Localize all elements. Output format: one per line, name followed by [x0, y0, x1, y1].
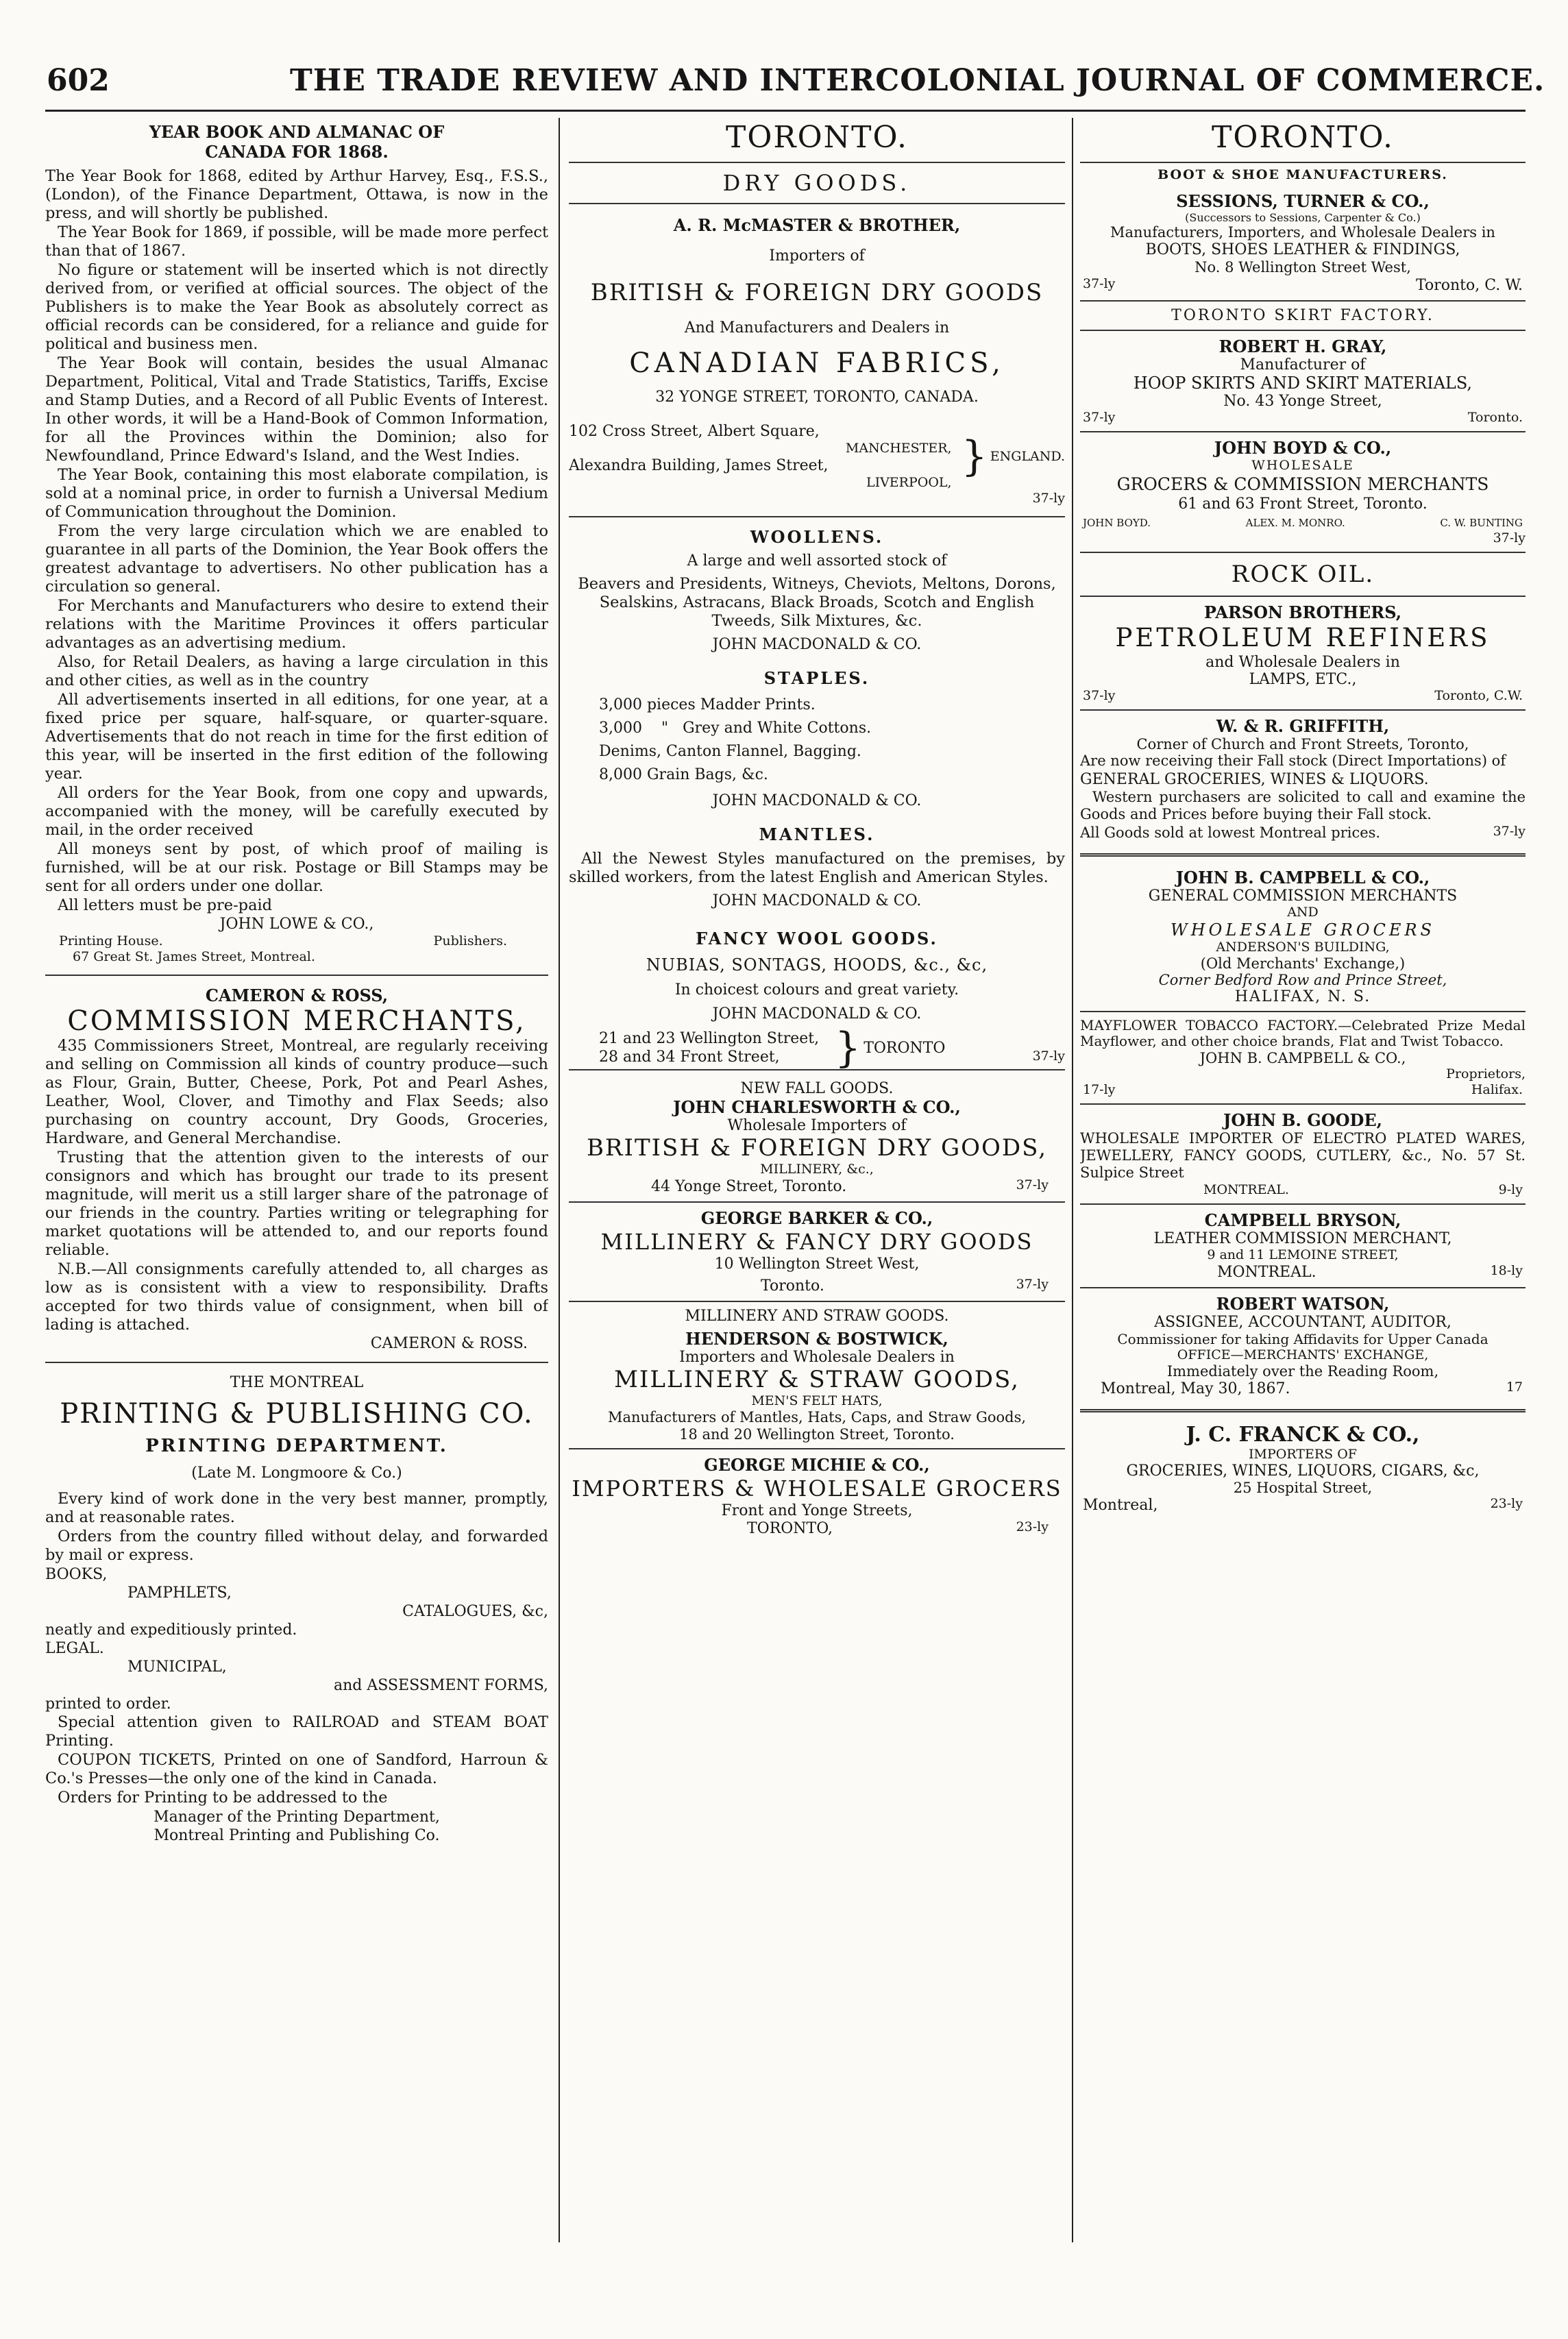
paragraph: 435 Commissioners Street, Montreal, are regularly receiving and selling on Commission all kinds of country produce—such as Flour, Grain, Butter, Cheese, Pork, Pot and Pearl Ashes, Leather, Wool, Clover, and Timothy and Flax Seeds; also purchasing on country account, Dry Goods, Groceries, Hardware, and General Merchandise.: [45, 1037, 548, 1147]
signature-line: [45, 933, 548, 949]
subsection-heading: STAPLES.: [763, 668, 870, 688]
divider: [1080, 1103, 1526, 1105]
firm-name: A. R. McMASTER & BROTHER,: [673, 215, 961, 235]
city: Montreal,: [1083, 1497, 1158, 1514]
ad-number: 17: [1506, 1380, 1523, 1395]
text-line: ASSIGNEE, ACCOUNTANT, AUDITOR,: [1154, 1314, 1451, 1331]
journal-title: THE TRADE REVIEW AND INTERCOLONIAL JOURNAL OF COMMERCE.: [290, 63, 1545, 98]
ad-headline: COMMISSION MERCHANTS,: [67, 1005, 526, 1037]
address: Front and Yonge Streets,: [721, 1502, 913, 1519]
paragraph: Are now receiving their Fall stock (Direct Importations) of: [1080, 752, 1506, 769]
firm-name: PARSON BROTHERS,: [1203, 602, 1402, 622]
text-line: ANDERSON'S BUILDING,: [1216, 940, 1390, 955]
text-line: HOOP SKIRTS AND SKIRT MATERIALS,: [1133, 373, 1473, 393]
address-row: [1080, 1263, 1526, 1282]
firm-name: JOHN B. CAMPBELL & CO.,: [1175, 868, 1430, 887]
signature: CAMERON & ROSS.: [370, 1335, 528, 1352]
list-item: MUNICIPAL,: [127, 1658, 227, 1676]
date-line: Montreal, May 30, 1867.: [1101, 1380, 1290, 1397]
ad-headline: IMPORTERS & WHOLESALE GROCERS: [572, 1475, 1062, 1502]
text-line: And Manufacturers and Dealers in: [684, 319, 950, 336]
firm-name: ROBERT H. GRAY,: [1218, 336, 1387, 356]
address-row: [1080, 1496, 1526, 1515]
subsection-heading: ROCK OIL.: [1231, 561, 1375, 588]
address: Corner of Church and Front Streets, Toronto,: [1136, 736, 1469, 752]
signature: JOHN MACDONALD & CO.: [712, 792, 922, 809]
signature: JOHN MACDONALD & CO.: [712, 1005, 922, 1022]
montreal-printing-ad: [45, 1374, 548, 1845]
subsection-heading: NEW FALL GOODS.: [740, 1080, 894, 1097]
address-row: [569, 1273, 1065, 1295]
text-line: LEATHER COMMISSION MERCHANT,: [1153, 1230, 1452, 1247]
list-item: BOOKS,: [45, 1566, 108, 1583]
ad-headline: MILLINERY & STRAW GOODS,: [614, 1366, 1020, 1393]
late-name: (Late M. Longmoore & Co.): [191, 1465, 402, 1482]
text-line: AND: [1287, 905, 1319, 920]
paragraph: Western purchasers are solicited to call and examine the Goods and Prices before buying their Fall stock.: [1080, 789, 1526, 822]
list-item: 3,000 pieces Madder Prints.: [599, 696, 816, 713]
address-row: [1080, 410, 1526, 426]
paragraph: Orders from the country filled without delay, and forwarded by mail or express.: [45, 1528, 548, 1564]
ad-headline: PETROLEUM REFINERS: [1115, 623, 1491, 652]
divider: [1080, 552, 1526, 553]
city: HALIFAX, N. S.: [1234, 988, 1371, 1005]
text-line: WHOLESALE: [1251, 458, 1354, 473]
firm-name: CAMPBELL BRYSON,: [1204, 1210, 1401, 1230]
subsection-heading: FANCY WOOL GOODS.: [696, 929, 938, 948]
divider: [569, 203, 1065, 204]
staples-list: [569, 694, 1065, 787]
city: Toronto.: [1467, 410, 1523, 425]
firm-name: W. & R. GRIFFITH,: [1216, 716, 1390, 736]
firm-name: HENDERSON & BOSTWICK,: [685, 1329, 948, 1349]
paragraph: The Year Book will contain, besides the usual Almanac Department, Political, Vital and Trade Statistics, Tariffs, Excise and Stamp Duties, and a Record of all Public Events of Interest. In other words, it will be a Hand-Book of Common Information, for all the Provinces within the Dominion; also for Newfoundland, Prince Edward's Island, and the West Indies.: [45, 354, 548, 465]
divider: [1080, 1203, 1526, 1205]
divider: [1080, 300, 1526, 302]
address-line: Alexandra Building, James Street,: [569, 457, 829, 474]
list-item: neatly and expeditiously printed.: [45, 1621, 297, 1639]
ad-number: 37-ly: [1083, 276, 1116, 291]
ad-number: 9-ly: [1498, 1182, 1523, 1197]
address: 32 YONGE STREET, TORONTO, CANADA.: [655, 389, 979, 406]
publishers: Publishers.: [433, 933, 507, 948]
divider: [1080, 1287, 1526, 1288]
address-row: [1080, 276, 1526, 295]
closing-row: [1080, 824, 1526, 842]
paragraph: Also, for Retail Dealers, as having a large circulation in this and other cities, as well as in the country: [45, 653, 548, 689]
address-line: 21 and 23 Wellington Street,: [599, 1030, 820, 1047]
ad-number: 37-ly: [1032, 491, 1065, 506]
ad-number: 37-ly: [1493, 530, 1526, 546]
ad-number: 37-ly: [1083, 410, 1116, 425]
ad-number: 37-ly: [1493, 824, 1526, 839]
paragraph: The Year Book for 1868, edited by Arthur Harvey, Esq., F.S.S., (London), of the Finance Department, Ottawa, is now in the press, and will shortly be published.: [45, 167, 548, 222]
ad-number: 23-ly: [1490, 1496, 1523, 1511]
city: TORONTO,: [747, 1520, 833, 1537]
firm-name: SESSIONS, TURNER & CO.,: [1176, 191, 1430, 211]
ad-headline: WHOLESALE GROCERS: [1171, 920, 1435, 940]
address: 25 Hospital Street,: [1233, 1480, 1373, 1496]
address: 44 Yonge Street, Toronto.: [651, 1178, 847, 1195]
city-line: LIVERPOOL,: [866, 475, 952, 490]
year-book-ad: [45, 122, 548, 965]
signature: JOHN MACDONALD & CO.: [712, 636, 922, 653]
date-row: [1080, 1380, 1526, 1398]
section-heading: TORONTO.: [1212, 120, 1394, 155]
toronto-addresses: [569, 1024, 1065, 1072]
partner-name: C. W. BUNTING: [1440, 517, 1523, 529]
page-header: [47, 63, 1545, 104]
partner-name: ALEX. M. MONRO.: [1245, 517, 1345, 529]
importers-label: Importers of: [769, 247, 865, 265]
subsection-heading: MILLINERY AND STRAW GOODS.: [685, 1308, 949, 1325]
brace: }: [835, 1024, 861, 1072]
text-line: LAMPS, ETC.,: [1249, 671, 1357, 688]
firm-name: ROBERT WATSON,: [1216, 1294, 1390, 1314]
divider: [1080, 162, 1526, 163]
ad-number: 37-ly: [1016, 1177, 1049, 1192]
firm-name: JOHN BOYD & CO.,: [1214, 438, 1392, 458]
text-line: Immediately over the Reading Room,: [1166, 1363, 1439, 1380]
address: 10 Wellington Street West,: [714, 1256, 920, 1273]
year-book-title: YEAR BOOK AND ALMANAC OF CANADA FOR 1868.: [149, 122, 445, 162]
address: No. 8 Wellington Street West,: [1195, 259, 1411, 275]
ad-headline: BRITISH & FOREIGN DRY GOODS: [590, 279, 1044, 306]
column-rule-2: [1072, 118, 1073, 2242]
page-number: 602: [47, 63, 110, 98]
ad-headline: GROCERS & COMMISSION MERCHANTS: [1116, 474, 1489, 494]
text-line: Wholesale Importers of: [727, 1117, 907, 1134]
divider: [1080, 330, 1526, 331]
department: PRINTING DEPARTMENT.: [145, 1436, 448, 1456]
partners-row: [1080, 513, 1526, 530]
column-1: [45, 118, 548, 1845]
ad-number: 17-ly: [1083, 1082, 1116, 1097]
double-divider: [1080, 853, 1526, 857]
england-addresses: [569, 422, 1065, 491]
list-item: 3,000 " Grey and White Cottons.: [599, 720, 872, 737]
text-line: Manufacturer of: [1240, 356, 1366, 373]
city: Toronto.: [761, 1277, 824, 1295]
address-line: 102 Cross Street, Albert Square,: [569, 423, 820, 440]
paragraph: All moneys sent by post, of which proof of mailing is furnished, will be at our risk. Postage or Bill Stamps may be sent for all orders under one dollar.: [45, 840, 548, 895]
cameron-ross-ad: [45, 985, 548, 1352]
text-line: (Old Merchants' Exchange,): [1200, 955, 1406, 972]
paragraph: All orders for the Year Book, from one copy and upwards, accompanied with the money, will be carefully executed by mail, in the order received: [45, 784, 548, 839]
address-row: [1080, 1182, 1526, 1198]
address: No. 43 Yonge Street,: [1223, 393, 1382, 410]
address-line: 28 and 34 Front Street,: [599, 1049, 780, 1066]
subsection-heading: BOOT & SHOE MANUFACTURERS.: [1157, 167, 1448, 182]
paragraph: N.B.—All consignments carefully attended to, all charges as low as is consistent with a view to responsibility. Drafts accepted for two thirds value of consignment, when bill of lading is attached.: [45, 1260, 548, 1334]
text-line: and Wholesale Dealers in: [1205, 654, 1400, 671]
address: 18 and 20 Wellington Street, Toronto.: [679, 1426, 955, 1443]
paragraph: No figure or statement will be inserted which is not directly derived from, or verified at official sources. The object of the Publishers is to make the Year Book as absolutely correct as official records can be considered, for a reliance and guide for political and business men.: [45, 261, 548, 353]
address-row: [1080, 688, 1526, 704]
firm-name: JOHN CHARLESWORTH & CO.,: [673, 1097, 961, 1117]
text-line: Manufacturers, Importers, and Wholesale Dealers in: [1110, 224, 1495, 241]
divider: [45, 975, 548, 976]
address-row: [1080, 1082, 1526, 1098]
divider: [569, 162, 1065, 163]
double-divider: [1080, 1409, 1526, 1412]
header-rule: [45, 110, 1526, 112]
ad-headline: PRINTING & PUBLISHING CO.: [60, 1398, 534, 1430]
paragraph: WHOLESALE IMPORTER OF ELECTRO PLATED WARES, JEWELLERY, FANCY GOODS, CUTLERY, &c., No. 57 St. Sulpice Street: [1080, 1130, 1526, 1181]
list-item: and ASSESSMENT FORMS,: [334, 1677, 548, 1694]
text-line: MEN'S FELT HATS,: [751, 1393, 883, 1408]
text-line: Importers and Wholesale Dealers in: [679, 1349, 955, 1366]
text-line: (Successors to Sessions, Carpenter & Co.): [1185, 211, 1421, 224]
paragraph: The Year Book for 1869, if possible, will be made more perfect than that of 1867.: [45, 223, 548, 260]
city: Toronto, C.W.: [1434, 688, 1523, 703]
subsection-heading: MANTLES.: [759, 824, 875, 844]
divider: [1080, 1011, 1526, 1012]
text-line: Manufacturers of Mantles, Hats, Caps, and Straw Goods,: [607, 1409, 1027, 1425]
city: Halifax.: [1471, 1082, 1523, 1097]
ad-number: 37-ly: [1032, 1048, 1065, 1064]
signature: JOHN B. CAMPBELL & CO.,: [1199, 1050, 1406, 1066]
text-line: OFFICE—MERCHANTS' EXCHANGE,: [1177, 1347, 1429, 1362]
ad-headline: BRITISH & FOREIGN DRY GOODS,: [586, 1134, 1048, 1162]
text-line: A large and well assorted stock of: [687, 552, 947, 570]
signature-firm: JOHN LOWE & CO.,: [219, 916, 374, 933]
address: 9 and 11 LEMOINE STREET,: [1207, 1247, 1399, 1262]
text-line: In choicest colours and great variety.: [674, 981, 959, 999]
paragraph: MAYFLOWER TOBACCO FACTORY.—Celebrated Prize Medal Mayflower, and other choice brands, Flat and Twist Tobacco.: [1080, 1017, 1526, 1049]
divider: [1080, 596, 1526, 597]
paragraph: Trusting that the attention given to the interests of our consignors and which has brought our trade to its present magnitude, will merit us a still larger share of the patronage of our friends in the country. Parties writing or telegraphing for market quotations will be attended to, and our reports found reliable.: [45, 1149, 548, 1259]
manager-line: Manager of the Printing Department,: [154, 1809, 440, 1826]
subsection-heading: DRY GOODS.: [722, 170, 911, 196]
list-item: LEGAL.: [45, 1640, 104, 1657]
city: MONTREAL.: [1217, 1264, 1316, 1281]
address-row: [569, 1519, 1065, 1538]
divider: [569, 1069, 1065, 1070]
paragraph: All advertisements inserted in all editions, for one year, at a fixed price per square, half-square, or quarter-square. Advertisements that do not reach in time for the first edition of this year, will be inserted in the first edition of the following year.: [45, 691, 548, 783]
section-heading: TORONTO.: [726, 120, 908, 155]
paragraph: All letters must be pre-paid: [58, 896, 273, 914]
country: ENGLAND.: [990, 448, 1065, 464]
list-item: CATALOGUES, &c,: [402, 1603, 548, 1620]
paragraph: All the Newest Styles manufactured on the premises, by skilled workers, from the latest English and American Styles.: [569, 850, 1065, 886]
city-line: MANCHESTER,: [845, 441, 952, 456]
city: TORONTO: [863, 1039, 946, 1057]
text-line: NUBIAS, SONTAGS, HOODS, &c., &c,: [646, 955, 988, 975]
firm-name: GEORGE BARKER & CO.,: [700, 1208, 933, 1228]
text-line: All Goods sold at lowest Montreal prices.: [1080, 824, 1381, 841]
column-2: [569, 118, 1065, 1538]
column-3: [1080, 118, 1526, 1515]
list-item: 8,000 Grain Bags, &c.: [599, 766, 768, 783]
paragraph: Special attention given to RAILROAD and STEAM BOAT Printing.: [45, 1713, 548, 1750]
ad-number: 37-ly: [1016, 1277, 1049, 1292]
printing-house: Printing House.: [59, 933, 163, 948]
text-line: IMPORTERS OF: [1249, 1447, 1357, 1462]
divider: [45, 1362, 548, 1363]
divider: [569, 1301, 1065, 1302]
paragraph: For Merchants and Manufacturers who desire to extend their relations with the Maritime Provinces it offers particular advantages as an advertising medium.: [45, 597, 548, 652]
text-line: BOOTS, SHOES LEATHER & FINDINGS,: [1145, 241, 1460, 258]
text-line: GENERAL COMMISSION MERCHANTS: [1148, 887, 1458, 905]
firm-name: CAMERON & ROSS,: [205, 985, 389, 1005]
list-item: Denims, Canton Flannel, Bagging.: [599, 743, 861, 760]
text-line: Proprietors,: [1446, 1066, 1526, 1081]
paragraph: COUPON TICKETS, Printed on one of Sandford, Harroun & Co.'s Presses—the only one of the kind in Canada.: [45, 1751, 548, 1787]
divider: [569, 1448, 1065, 1449]
city: Toronto, C. W.: [1415, 277, 1523, 294]
list-item: printed to order.: [45, 1695, 171, 1713]
company-line: Montreal Printing and Publishing Co.: [154, 1827, 440, 1844]
paragraph: From the very large circulation which we are enabled to guarantee in all parts of the Dominion, the Year Book offers the greatest advantage to advertisers. No other publication has a circulation so general.: [45, 522, 548, 596]
address-row: [569, 1177, 1065, 1196]
kicker: THE MONTREAL: [230, 1374, 364, 1391]
paragraph: Every kind of work done in the very best manner, promptly, and at reasonable rates.: [45, 1490, 548, 1526]
paragraph: The Year Book, containing this most elaborate compilation, is sold at a nominal price, in order to furnish a Universal Medium of Communication throughout the Dominion.: [45, 466, 548, 521]
address: 61 and 63 Front Street, Toronto.: [1178, 495, 1428, 513]
ad-number: 37-ly: [1083, 688, 1116, 703]
divider: [1080, 431, 1526, 432]
text-line: GENERAL GROCERIES, WINES & LIQUORS.: [1080, 771, 1429, 788]
paragraph: Beavers and Presidents, Witneys, Cheviots, Meltons, Dorons, Sealskins, Astracans, Black Broads, Scotch and English Tweeds, Silk Mixtures, &c.: [578, 575, 1056, 630]
divider: [569, 1201, 1065, 1203]
divider: [1080, 709, 1526, 711]
firm-name: JOHN B. GOODE,: [1223, 1110, 1382, 1130]
firm-name: J. C. FRANCK & CO.,: [1186, 1423, 1420, 1447]
address: Corner Bedford Row and Prince Street,: [1158, 972, 1447, 988]
partner-name: JOHN BOYD.: [1083, 517, 1151, 529]
divider: [569, 516, 1065, 517]
list-item: PAMPHLETS,: [127, 1584, 232, 1602]
ad-number: 23-ly: [1016, 1519, 1049, 1534]
text-line: Commissioner for taking Affidavits for Upper Canada: [1117, 1331, 1489, 1347]
address: 67 Great St. James Street, Montreal.: [73, 949, 315, 964]
text-line: MILLINERY, &c.,: [760, 1162, 874, 1177]
brace: }: [961, 432, 988, 480]
subsection-heading: WOOLLENS.: [750, 527, 884, 547]
paragraph: Orders for Printing to be addressed to the: [58, 1789, 388, 1807]
subsection-heading: TORONTO SKIRT FACTORY.: [1171, 307, 1434, 324]
city: MONTREAL.: [1203, 1182, 1289, 1197]
ad-headline: MILLINERY & FANCY DRY GOODS: [600, 1229, 1033, 1255]
ad-number: 18-ly: [1490, 1263, 1523, 1278]
signature: JOHN MACDONALD & CO.: [712, 892, 922, 909]
ad-headline: CANADIAN FABRICS,: [629, 347, 1005, 379]
firm-name: GEORGE MICHIE & CO.,: [704, 1455, 930, 1475]
text-line: GROCERIES, WINES, LIQUORS, CIGARS, &c,: [1126, 1462, 1480, 1480]
column-rule-1: [559, 118, 560, 2242]
